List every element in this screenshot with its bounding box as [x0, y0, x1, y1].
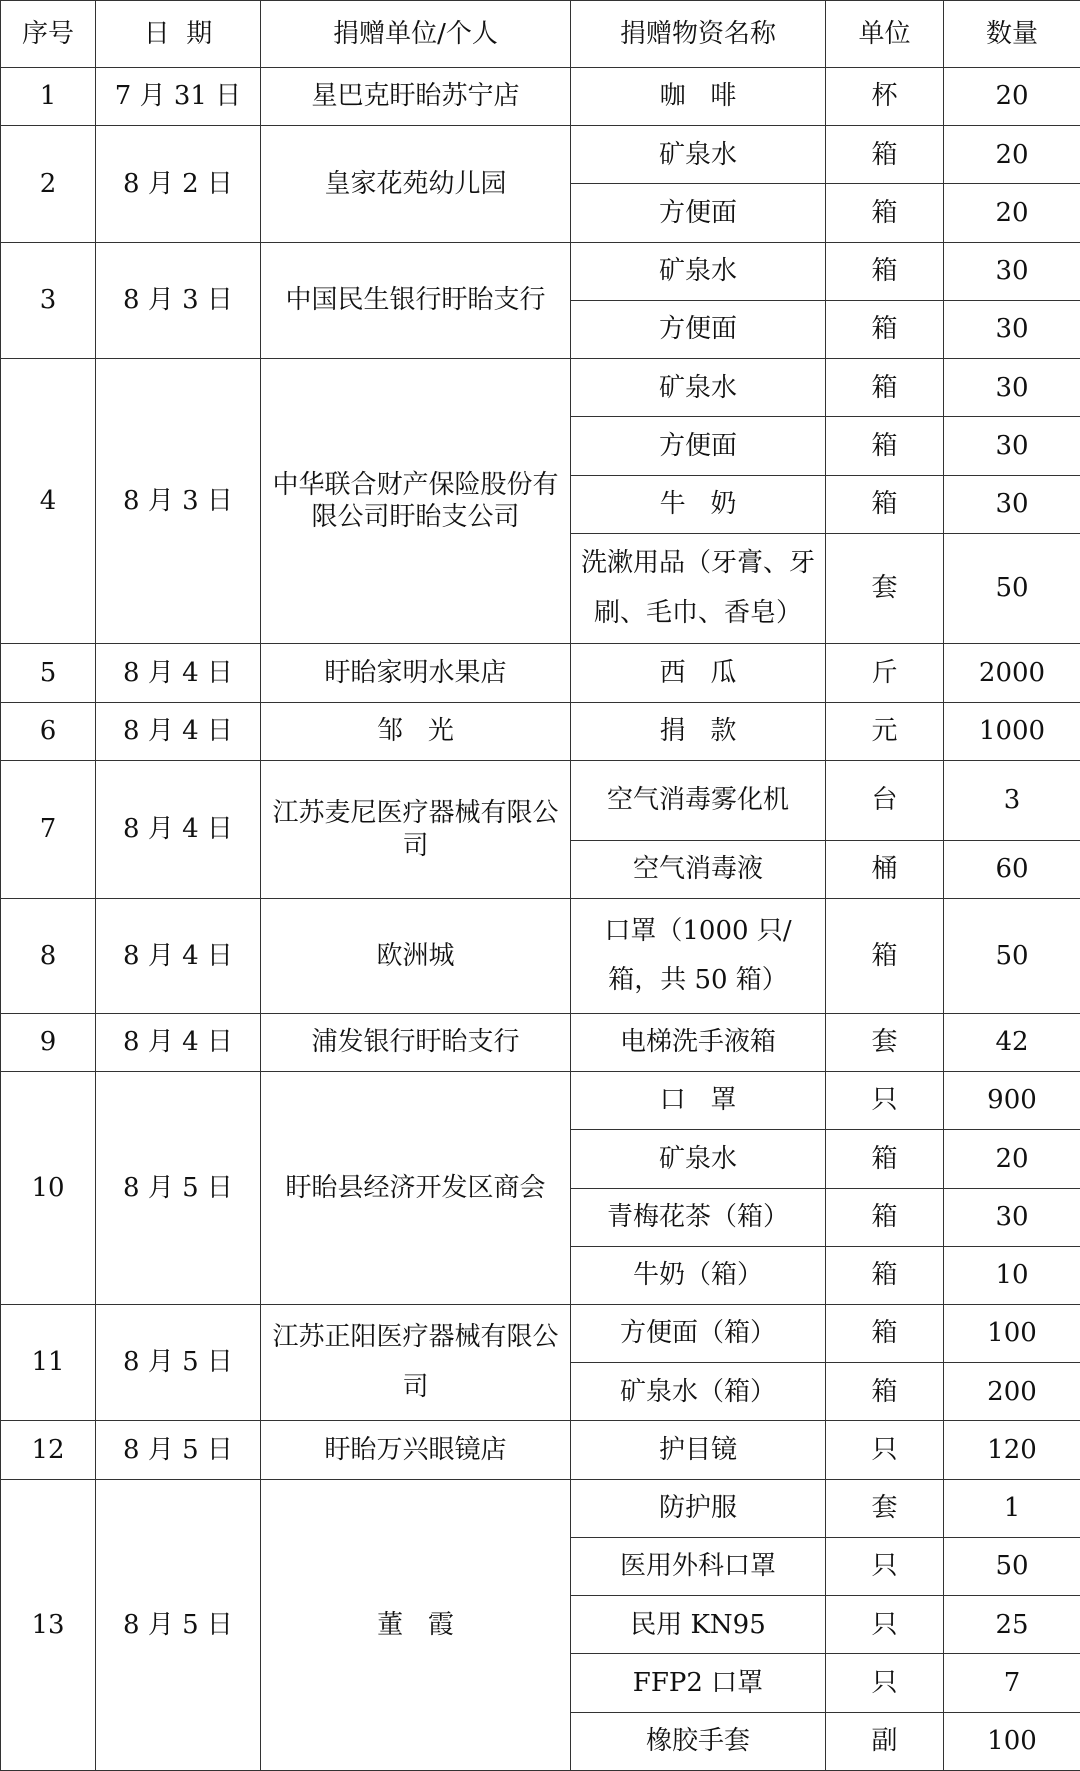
cell-donor: 董 霞: [261, 1479, 571, 1770]
cell-unit: 只: [826, 1537, 944, 1595]
cell-donor: 中华联合财产保险股份有限公司盱眙支公司: [261, 359, 571, 644]
cell-no: 12: [1, 1421, 96, 1479]
cell-date: 8 月 5 日: [96, 1421, 261, 1479]
cell-unit: 箱: [826, 359, 944, 417]
cell-unit: 箱: [826, 242, 944, 300]
cell-unit: 只: [826, 1654, 944, 1712]
cell-donor: 盱眙万兴眼镜店: [261, 1421, 571, 1479]
cell-item-name: 矿泉水（箱）: [571, 1363, 826, 1421]
cell-no: 13: [1, 1479, 96, 1770]
cell-qty: 30: [944, 1188, 1080, 1246]
cell-qty: 20: [944, 68, 1080, 126]
table-row: [1, 126, 1080, 184]
table-row: [1, 702, 1080, 760]
cell-unit: 箱: [826, 300, 944, 358]
cell-item-name: 矿泉水: [571, 242, 826, 300]
cell-no: 7: [1, 760, 96, 899]
cell-item-name: 牛奶（箱）: [571, 1246, 826, 1304]
cell-qty: 100: [944, 1712, 1080, 1770]
cell-item-name: 电梯洗手液箱: [571, 1013, 826, 1071]
cell-no: 4: [1, 359, 96, 644]
cell-date: 8 月 4 日: [96, 702, 261, 760]
cell-item-name: 方便面（箱）: [571, 1305, 826, 1363]
cell-no: 5: [1, 644, 96, 702]
cell-qty: 10: [944, 1246, 1080, 1304]
cell-item-name: 医用外科口罩: [571, 1537, 826, 1595]
cell-item-name: 民用 KN95: [571, 1596, 826, 1654]
cell-item-name: 方便面: [571, 184, 826, 242]
cell-qty: 20: [944, 1130, 1080, 1188]
header-donor: 捐赠单位/个人: [261, 1, 571, 68]
cell-unit: 杯: [826, 68, 944, 126]
cell-qty: 900: [944, 1072, 1080, 1130]
cell-qty: 1: [944, 1479, 1080, 1537]
cell-donor: 盱眙家明水果店: [261, 644, 571, 702]
cell-item-name: 空气消毒雾化机: [571, 760, 826, 840]
cell-qty: 20: [944, 184, 1080, 242]
cell-qty: 100: [944, 1305, 1080, 1363]
cell-date: 8 月 3 日: [96, 359, 261, 644]
cell-qty: 200: [944, 1363, 1080, 1421]
cell-donor: 星巴克盱眙苏宁店: [261, 68, 571, 126]
table-row: [1, 359, 1080, 417]
cell-qty: 50: [944, 899, 1080, 1013]
cell-unit: 箱: [826, 1188, 944, 1246]
cell-unit: 箱: [826, 1305, 944, 1363]
cell-item-name: 矿泉水: [571, 1130, 826, 1188]
cell-item-name: 口罩（1000 只/箱，共 50 箱）: [571, 899, 826, 1013]
cell-item-name: 牛 奶: [571, 475, 826, 533]
header-unit: 单位: [826, 1, 944, 68]
cell-unit: 斤: [826, 644, 944, 702]
cell-date: 8 月 4 日: [96, 760, 261, 899]
cell-date: 7 月 31 日: [96, 68, 261, 126]
cell-date: 8 月 5 日: [96, 1305, 261, 1421]
header-date: 日 期: [96, 1, 261, 68]
cell-donor: 皇家花苑幼儿园: [261, 126, 571, 242]
cell-unit: 元: [826, 702, 944, 760]
table-row: [1, 68, 1080, 126]
cell-no: 3: [1, 242, 96, 358]
cell-qty: 2000: [944, 644, 1080, 702]
cell-qty: 30: [944, 417, 1080, 475]
table-row: [1, 899, 1080, 1013]
cell-unit: 只: [826, 1596, 944, 1654]
header-qty: 数量: [944, 1, 1080, 68]
cell-item-name: 西 瓜: [571, 644, 826, 702]
cell-item-name: 捐 款: [571, 702, 826, 760]
cell-item-name: 方便面: [571, 300, 826, 358]
cell-item-name: 矿泉水: [571, 359, 826, 417]
cell-donor: 盱眙县经济开发区商会: [261, 1072, 571, 1305]
cell-unit: 套: [826, 1479, 944, 1537]
cell-item-name: 口 罩: [571, 1072, 826, 1130]
cell-no: 8: [1, 899, 96, 1013]
cell-item-name: 洗漱用品（牙膏、牙刷、毛巾、香皂）: [571, 533, 826, 643]
cell-donor: 欧洲城: [261, 899, 571, 1013]
cell-donor: 中国民生银行盱眙支行: [261, 242, 571, 358]
cell-unit: 台: [826, 760, 944, 840]
cell-unit: 箱: [826, 126, 944, 184]
header-no: 序号: [1, 1, 96, 68]
table-row: [1, 760, 1080, 840]
cell-qty: 60: [944, 841, 1080, 899]
cell-date: 8 月 4 日: [96, 899, 261, 1013]
cell-qty: 30: [944, 359, 1080, 417]
table-row: [1, 1013, 1080, 1071]
header-item: 捐赠物资名称: [571, 1, 826, 68]
cell-donor: 邹 光: [261, 702, 571, 760]
cell-qty: 42: [944, 1013, 1080, 1071]
cell-date: 8 月 3 日: [96, 242, 261, 358]
cell-item-name: 咖 啡: [571, 68, 826, 126]
header-row: [1, 1, 1080, 68]
cell-donor: 浦发银行盱眙支行: [261, 1013, 571, 1071]
cell-no: 6: [1, 702, 96, 760]
cell-unit: 箱: [826, 417, 944, 475]
cell-qty: 30: [944, 475, 1080, 533]
table-row: [1, 1421, 1080, 1479]
cell-no: 11: [1, 1305, 96, 1421]
cell-unit: 箱: [826, 1246, 944, 1304]
cell-unit: 箱: [826, 475, 944, 533]
cell-date: 8 月 4 日: [96, 1013, 261, 1071]
cell-qty: 30: [944, 300, 1080, 358]
cell-unit: 套: [826, 1013, 944, 1071]
cell-no: 10: [1, 1072, 96, 1305]
cell-item-name: 方便面: [571, 417, 826, 475]
cell-item-name: 青梅花茶（箱）: [571, 1188, 826, 1246]
cell-unit: 箱: [826, 1130, 944, 1188]
cell-item-name: 空气消毒液: [571, 841, 826, 899]
cell-item-name: 护目镜: [571, 1421, 826, 1479]
table-row: [1, 1072, 1080, 1130]
cell-qty: 20: [944, 126, 1080, 184]
cell-qty: 50: [944, 1537, 1080, 1595]
cell-donor: 江苏麦尼医疗器械有限公司: [261, 760, 571, 899]
cell-qty: 120: [944, 1421, 1080, 1479]
cell-unit: 箱: [826, 1363, 944, 1421]
table-body: [1, 68, 1080, 1771]
cell-qty: 7: [944, 1654, 1080, 1712]
cell-no: 9: [1, 1013, 96, 1071]
cell-item-name: 橡胶手套: [571, 1712, 826, 1770]
cell-no: 1: [1, 68, 96, 126]
cell-qty: 25: [944, 1596, 1080, 1654]
cell-unit: 箱: [826, 899, 944, 1013]
table-row: [1, 644, 1080, 702]
cell-unit: 副: [826, 1712, 944, 1770]
cell-qty: 30: [944, 242, 1080, 300]
cell-qty: 3: [944, 760, 1080, 840]
cell-date: 8 月 4 日: [96, 644, 261, 702]
table-row: [1, 1305, 1080, 1363]
cell-qty: 1000: [944, 702, 1080, 760]
cell-unit: 箱: [826, 184, 944, 242]
cell-unit: 只: [826, 1421, 944, 1479]
cell-item-name: 防护服: [571, 1479, 826, 1537]
cell-date: 8 月 5 日: [96, 1072, 261, 1305]
table-row: [1, 242, 1080, 300]
cell-item-name: FFP2 口罩: [571, 1654, 826, 1712]
cell-unit: 只: [826, 1072, 944, 1130]
table-row: [1, 1479, 1080, 1537]
cell-date: 8 月 5 日: [96, 1479, 261, 1770]
cell-date: 8 月 2 日: [96, 126, 261, 242]
cell-qty: 50: [944, 533, 1080, 643]
cell-unit: 桶: [826, 841, 944, 899]
cell-unit: 套: [826, 533, 944, 643]
cell-no: 2: [1, 126, 96, 242]
cell-donor: 江苏正阳医疗器械有限公司: [261, 1305, 571, 1421]
cell-item-name: 矿泉水: [571, 126, 826, 184]
